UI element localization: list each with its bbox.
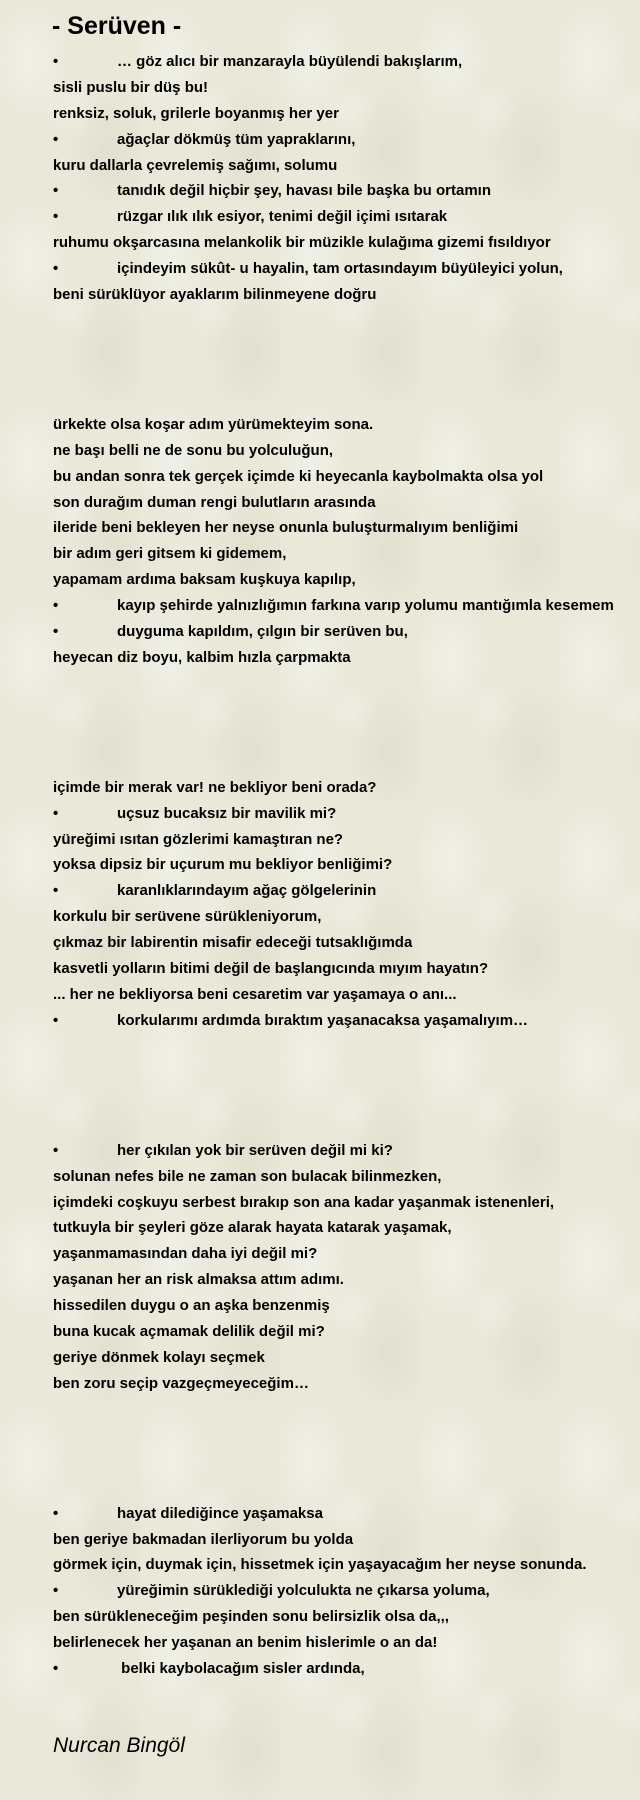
poem-line — [53, 904, 640, 930]
poem-line — [53, 593, 640, 619]
poem-body — [53, 49, 640, 1682]
bullet-marker: • — [53, 53, 59, 70]
poem-line-text: görmek için, duymak için, hissetmek için yaşayacağım her neyse sonunda. — [53, 1556, 587, 1574]
poem-line — [53, 1008, 640, 1034]
bullet-marker: • — [53, 208, 59, 226]
poem-line — [53, 982, 640, 1008]
poem-line-text: içimdeki coşkuyu serbest bırakıp son ana kadar yaşanmak istenenleri, — [53, 1193, 555, 1211]
poem-line — [53, 827, 640, 853]
poem-line — [53, 1215, 640, 1241]
poem-line — [53, 1604, 640, 1630]
poem-line — [53, 1293, 640, 1319]
bullet-marker: • — [53, 1504, 59, 1522]
bullet-marker: • — [53, 1582, 59, 1600]
poem-line — [53, 852, 640, 878]
poem-line-text: korkularımı ardımda bıraktım yaşanacaksa yaşamalıyım… — [117, 1011, 529, 1029]
poem-line-text: kuru dallarla çevrelemiş sağımı, solumu — [53, 156, 338, 174]
poem-line-text: ileride beni bekleyen her neyse onunla buluşturmalıyım benliğimi — [53, 519, 519, 537]
poem-line-text: ne başı belli ne de sonu bu yolculuğun, — [53, 441, 334, 459]
poem-line — [53, 541, 640, 567]
poem-line — [53, 1138, 640, 1164]
poem-line — [53, 1656, 640, 1682]
poem-line — [53, 1527, 640, 1553]
poem-line — [53, 930, 640, 956]
poem-line — [53, 801, 640, 827]
poem-line — [53, 178, 640, 204]
poem-line-text: yoksa dipsiz bir uçurum mu bekliyor benliğimi? — [53, 856, 393, 874]
poem-line-text: kayıp şehirde yalnızlığımın farkına varıp yolumu mantığımla kesemem — [117, 597, 614, 615]
poem-line-text: tutkuyla bir şeyleri göze alarak hayata katarak yaşamak, — [53, 1219, 452, 1237]
poem-line-text: yaşanmamasından daha iyi değil mi? — [53, 1245, 318, 1263]
poem-line — [53, 438, 640, 464]
stanza — [53, 1138, 640, 1397]
poem-line-text: son durağım duman rengi bulutların arasında — [53, 493, 376, 511]
poem-line — [53, 1501, 640, 1527]
author-signature: Nurcan Bingöl — [53, 1734, 185, 1757]
poem-line — [53, 515, 640, 541]
poem-line-text: ürkekte olsa koşar adım yürümekteyim sona. — [53, 415, 374, 433]
poem-line-text: buna kucak açmamak delilik değil mi? — [53, 1322, 325, 1340]
poem-line — [53, 775, 640, 801]
poem-line-text: sisli puslu bir düş bu! — [53, 78, 209, 96]
stanza — [53, 49, 640, 308]
poem-line-text: yapamam ardıma baksam kuşkuya kapılıp, — [53, 571, 356, 589]
poem-line — [53, 282, 640, 308]
poem-line — [53, 464, 640, 490]
poem-line-text: solunan nefes bile ne zaman son bulacak bilinmezken, — [53, 1167, 442, 1185]
poem-line-text: belki kaybolacağım sisler ardında, — [117, 1659, 365, 1677]
poem-line-text: karanlıklarındayım ağaç gölgelerinin — [117, 882, 377, 900]
poem-line-text: tanıdık değil hiçbir şey, havası bile başka bu ortamın — [117, 182, 492, 200]
poem-line — [53, 490, 640, 516]
poem-line — [53, 153, 640, 179]
poem-line — [53, 956, 640, 982]
poem-line-text: ben geriye bakmadan ilerliyorum bu yolda — [53, 1530, 354, 1548]
poem-line — [53, 1241, 640, 1267]
stanza — [53, 412, 640, 671]
poem-line-text: yüreğimin sürüklediği yolculukta ne çıkarsa yoluma, — [117, 1582, 490, 1600]
poem-line — [53, 412, 640, 438]
poem-line-text: yaşanan her an risk almaksa attım adımı. — [53, 1271, 344, 1289]
poem-line — [53, 1630, 640, 1656]
poem-line-text: ... her ne bekliyorsa beni cesaretim var yaşamaya o anı... — [53, 985, 457, 1003]
poem-line-text: kasvetli yolların bitimi değil de başlangıcında mıyım hayatın? — [53, 960, 489, 978]
poem-line-text: renksiz, soluk, grilerle boyanmış her yer — [53, 104, 339, 122]
bullet-marker: • — [53, 623, 59, 641]
poem-line — [53, 1552, 640, 1578]
poem-line-text: ağaçlar dökmüş tüm yapraklarını, — [117, 130, 356, 148]
bullet-marker: • — [53, 1141, 59, 1159]
stanza — [53, 1501, 640, 1682]
bullet-marker: • — [53, 1011, 59, 1029]
poem-line-text: duyguma kapıldım, çılgın bir serüven bu, — [117, 623, 408, 641]
stanza — [53, 775, 640, 1034]
bullet-marker: • — [53, 597, 59, 615]
poem-line-text: rüzgar ılık ılık esiyor, tenimi değil içimi ısıtarak — [117, 208, 448, 226]
poem-line — [53, 49, 640, 75]
poem-title: - Serüven - — [52, 12, 182, 40]
poem-line — [53, 619, 640, 645]
poem-line-text: beni sürüklüyor ayaklarım bilinmeyene doğru — [53, 286, 377, 304]
bullet-marker: • — [53, 882, 59, 900]
poem-line-text: bir adım geri gitsem ki gidemem, — [53, 545, 287, 563]
poem-line-text: uçsuz bucaksız bir mavilik mi? — [117, 804, 337, 822]
bullet-marker: • — [53, 804, 59, 822]
poem-line-text: ben sürükleneceğim peşinden sonu belirsizlik olsa da,,, — [53, 1608, 449, 1626]
poem-line — [53, 1578, 640, 1604]
poem-line — [53, 645, 640, 671]
poem-line-text: çıkmaz bir labirentin misafir edeceği tutsaklığımda — [53, 934, 413, 952]
poem-line — [53, 1164, 640, 1190]
poem-line — [53, 1345, 640, 1371]
poem-line-text: yüreğimi ısıtan gözlerimi kamaştıran ne? — [53, 830, 344, 848]
poem-line-text: … göz alıcı bir manzarayla büyülendi bakışlarım, — [117, 53, 463, 70]
poem-line — [53, 1371, 640, 1397]
bullet-marker: • — [53, 1659, 59, 1677]
bullet-marker: • — [53, 260, 59, 278]
poem-line — [53, 230, 640, 256]
poem-line-text: hayat dilediğince yaşamaksa — [117, 1504, 323, 1522]
poem-line-text: heyecan diz boyu, kalbim hızla çarpmakta — [53, 648, 351, 666]
poem-line — [53, 127, 640, 153]
poem-line-text: ben zoru seçip vazgeçmeyeceğim… — [53, 1374, 309, 1392]
poem-line-text: içimde bir merak var! ne bekliyor beni orada? — [53, 778, 377, 796]
poem-line-text: belirlenecek her yaşanan an benim hislerimle o an da! — [53, 1634, 438, 1652]
poem-line-text: içindeyim sükût- u hayalin, tam ortasındayım büyüleyici yolun, — [117, 260, 563, 278]
poem-line-text: hissedilen duygu o an aşka benzenmiş — [53, 1297, 330, 1315]
poem-line-text: ruhumu okşarcasına melankolik bir müzikle kulağıma gizemi fısıldıyor — [53, 234, 551, 252]
poem-line-text: korkulu bir serüvene sürükleniyorum, — [53, 908, 322, 926]
poem-line-text: bu andan sonra tek gerçek içimde ki heyecanla kaybolmakta olsa yol — [53, 467, 544, 485]
poem-line-text: geriye dönmek kolayı seçmek — [53, 1348, 265, 1366]
poem-line — [53, 878, 640, 904]
poem-line — [53, 1319, 640, 1345]
poem-line — [53, 1190, 640, 1216]
poem-line — [53, 75, 640, 101]
poem-line — [53, 1267, 640, 1293]
poem-line — [53, 101, 640, 127]
bullet-marker: • — [53, 182, 59, 200]
bullet-marker: • — [53, 130, 59, 148]
poem-line-text: her çıkılan yok bir serüven değil mi ki? — [117, 1141, 393, 1159]
poem-line — [53, 567, 640, 593]
poem-line — [53, 256, 640, 282]
poem-line — [53, 204, 640, 230]
